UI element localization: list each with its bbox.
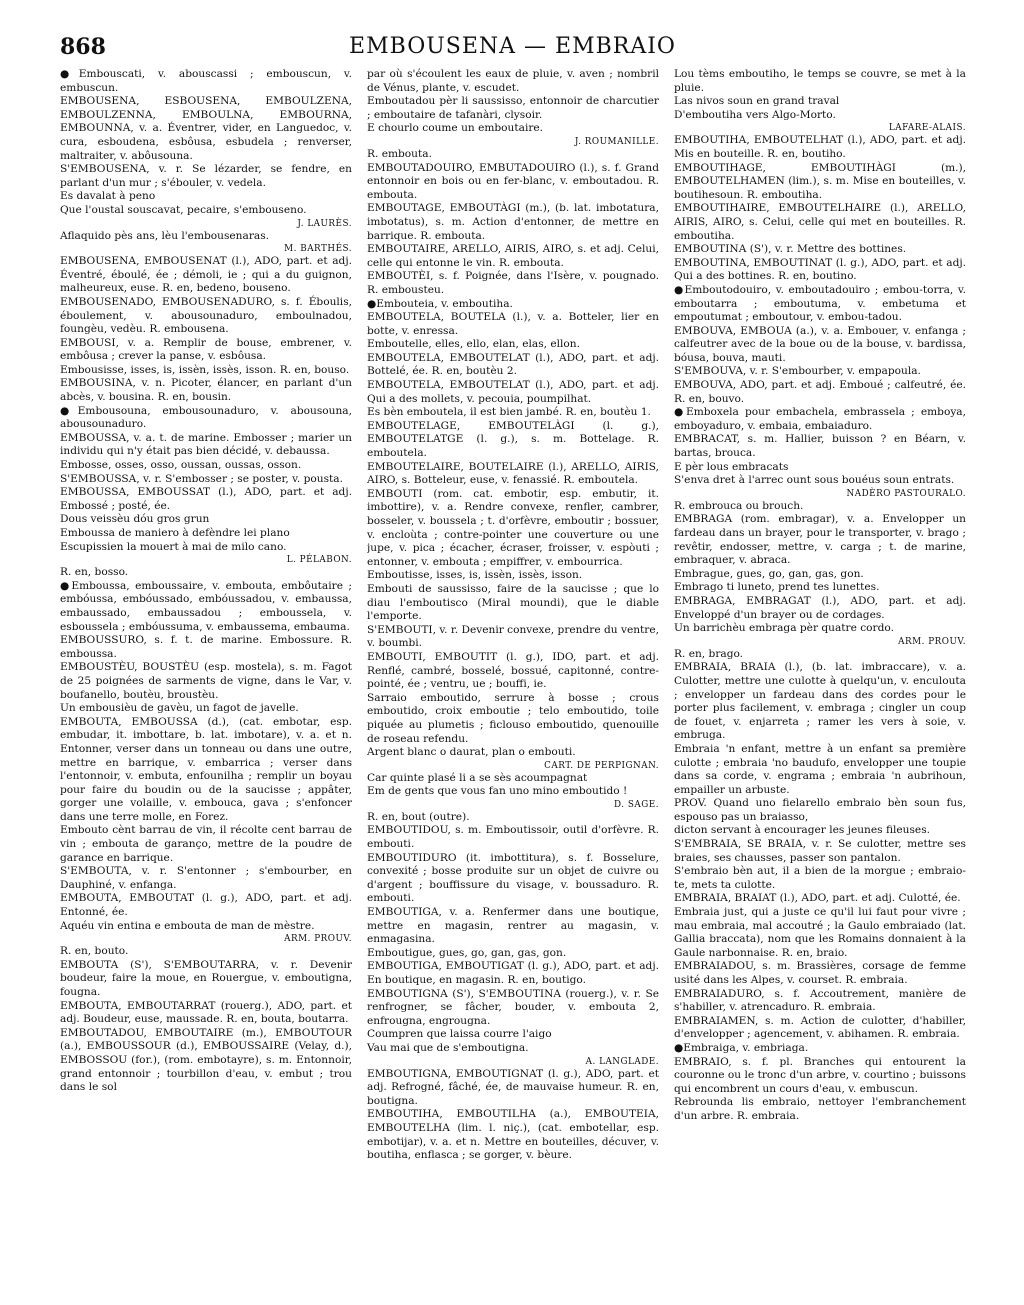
dictionary-entry: EMBOUTIGA, v. a. Renfermer dans une boutique, mettre en magasin, rentrer au magasin, v. enmagasina. (367, 906, 659, 946)
dictionary-entry: ●Emboutodouiro, v. emboutadouiro ; embou-torra, v. emboutarra ; emboutuma, v. embetuma et empoutumat ; emboutour, v. embou-tadou. (674, 283, 966, 324)
dictionary-entry: EMBOUTELA, EMBOUTELAT (l.), ADO, part. et adj. Bottelé, ée. R. en, boutèu 2. (367, 351, 659, 378)
dictionary-entry: EMBOUTADOU, EMBOUTAIRE (m.), EMBOUTOUR (a.), EMBOUSSOUR (d.), EMBOUSSAIRE (Velay, d.), EMBOSSOU (for.), (rom. embotayre), s. m. Entonnoir, grand entonnoir ; tourbillon d'eau, v. embut ; trou dans le sol (60, 1026, 352, 1094)
running-title: EMBOUSENA — EMBRAIO (349, 34, 676, 59)
dictionary-entry: Embrague, gues, go, gan, gas, gon. (674, 567, 864, 580)
dictionary-entry: LAFARE-ALAIS. (888, 123, 966, 134)
column-left (60, 68, 352, 1298)
dictionary-entry: R. embouta. (367, 147, 432, 160)
dictionary-entry: Vau mai que de s'emboutigna. (367, 1041, 529, 1054)
dictionary-entry: EMBOUSSA, EMBOUSSAT (l.), ADO, part. et adj. Embossé ; posté, ée. (60, 486, 352, 512)
dictionary-entry: Emboussa de maniero à defèndre lei plano (60, 527, 290, 539)
dictionary-entry: S'EMBOUTI, v. r. Devenir convexe, prendre du ventre, v. boumbi. (367, 623, 659, 650)
dictionary-entry: EMBRAIAMEN, s. m. Action de culotter, d'habiller, d'envelopper ; agencement, v. abihamen. R. embraia. (674, 1014, 966, 1041)
dictionary-entry: EMBOUTÈI, s. f. Poignée, dans l'Isère, v. pougnado. R. embousteu. (367, 270, 659, 296)
dictionary-entry: Embouti de saussisso, faire de la saucisse ; que lo diau l'emboutisco (Miral moundi), que le diable l'emporte. (367, 582, 659, 623)
dictionary-entry: NADÈRO PASTOURALO. (846, 488, 966, 499)
dictionary-entry: EMBRAIA, BRAIA (l.), (b. lat. imbraccare), v. a. Culotter, mettre une culotte à quelqu'un, v. enculouta ; envelopper un fardeau dans des cordes pour le porter plus facilement, v. embraga ; cingler un coup de fouet, v. enjarreta ; ramer les vers à soie, v. embruga. (674, 661, 966, 742)
dictionary-entry: EMBOUSINA, v. n. Picoter, élancer, en parlant d'un abcès, v. bousina. R. en, bousin. (60, 377, 352, 404)
dictionary-entry: ●Emboussa, emboussaire, v. embouta, embôutaire ; embóussa, embóussado, embóussadou, v. embaussa, embaussado, embaussadou ; emboussela, v. esboussela ; embóussuma, v. embaussema, embauma. (60, 579, 352, 633)
dictionary-entry: EMBOUSSURO, s. f. t. de marine. Embossure. R. emboussa. (60, 634, 352, 660)
dictionary-entry: EMBOUTADOUIRO, EMBUTADOUIRO (l.), s. f. Grand entonnoir en bois ou en fer-blanc, v. emboutadou. R. embouta. (367, 161, 659, 201)
dictionary-entry: ●Embraiga, v. embriaga. (674, 1041, 809, 1054)
dictionary-entry: ARM. PROUV. (284, 934, 352, 945)
dictionary-entry: L. PÉLABON. (286, 555, 352, 566)
dictionary-entry: S'EMBOUVA, v. r. S'embourber, v. empapoula. (674, 365, 921, 378)
dictionary-entry: D. SAGE. (614, 799, 659, 810)
dictionary-entry: EMBOUSENA, EMBOUSENAT (l.), ADO, part. et adj. Éventré, éboulé, ée ; démoli, ie ; qui a du guignon, malheureux, euse. R. en, bedeno, bouseno. (60, 255, 352, 295)
dictionary-entry: Embouto cènt barrau de vin, il récolte cent barrau de vin ; embouta de garanço, mettre de la poudre de garance en barrique. (60, 824, 352, 864)
column-right (674, 68, 966, 1298)
dictionary-entry: EMBOUTIHA, EMBOUTILHA (a.), EMBOUTEIA, EMBOUTELHA (lim. l. niç.), (cat. embotellar, esp. embotijar), v. a. et n. Mettre en bouteilles, décuver, v. boutiha, enflasca ; se gorger, v. bèure. (367, 1108, 659, 1162)
dictionary-entry: R. en, bouto. (60, 945, 129, 958)
dictionary-entry: Embousisse, isses, is, issèn, issès, isson. R. en, bouso. (60, 363, 350, 376)
dictionary-entry: Dous veissèu dóu gros grun (60, 513, 210, 526)
dictionary-entry: EMBOUSTÈU, BOUSTÈU (esp. mostela), s. m. Fagot de 25 poignées de sarments de vigne, dans le Var, v. boufanello, boutèu, broustèu. (60, 661, 352, 701)
dictionary-entry: CART. DE PERPIGNAN. (544, 760, 659, 771)
dictionary-entry: EMBRAIADURO, s. f. Accoutrement, manière de s'habiller, v. atrencaduro. R. embraia. (674, 987, 966, 1014)
dictionary-entry: EMBOUTA, EMBOUSSA (d.), (cat. embotar, esp. embudar, it. imbottare, b. lat. imbotare), v. a. et n. Entonner, verser dans un tonneau ou dans une outre, mettre en barrique, v. embarrica ; verser dans l'entonnoir, v. embuta, enfounilha ; remplir un boyau pour faire du boudin ou de la saucisse ; appâter, gorger une volaille, v. embouca, gava ; s'enfoncer dans une terre molle, en Forez. (60, 715, 352, 823)
dictionary-entry: EMBOUTIDURO (it. imbottitura), s. f. Bosselure, convexité ; bosse produite sur un objet de cuivre ou d'argent ; bouffissure du visage, v. boussaduro. R. embouti. (367, 851, 659, 905)
dictionary-entry: EMBOUTIGNA (S'), S'EMBOUTINA (rouerg.), v. r. Se renfrogner, se fâcher, bouder, v. embouta 2, enfrougna, engrougna. (367, 987, 659, 1027)
dictionary-entry: PROV. Quand uno fielarello embraio bèn soun fus, espouso pas un braiasso, (674, 797, 966, 823)
dictionary-entry: Sarraio emboutido, serrure à bosse ; crous emboutido, croix emboutie ; telo emboutido, toile piquée au plumetis ; ficlouso emboutido, quenouille de roseau refendu. (367, 691, 659, 745)
dictionary-entry: S'embraio bèn aut, il a bien de la morgue ; embraio-te, mets ta culotte. (674, 865, 966, 891)
dictionary-entry: Embraia 'n enfant, mettre à un enfant sa première culotte ; embraia 'no baudufo, envelopper une toupie dans sa corde, v. engrama ; embraia 'n aubrihoun, empailler un arbuste. (674, 742, 966, 796)
dictionary-entry: Embosse, osses, osso, oussan, oussas, osson. (60, 459, 302, 472)
dictionary-entry: ●Embouscati, v. abouscassi ; embouscun, v. embuscun. (60, 68, 352, 94)
dictionary-entry: Emboutadou pèr li saussisso, entonnoir de charcutier ; emboutaire de tafanàri, clysoir. (367, 95, 659, 121)
dictionary-entry: EMBOUTI (rom. cat. embotir, esp. embutir, it. imbottire), v. a. Rendre convexe, renfler, cambrer, bosseler, v. boussela ; t. d'orfèvre, emboutir ; bossuer, v. encloùta ; contre-pointer une couverture ou une jupe, v. pica ; écacher, écraser, froisser, v. espòuti ; entonner, v. embouta ; empiffrer, v. embourrica. (367, 487, 659, 568)
dictionary-entry: EMBOUTAGE, EMBOUTÀGI (m.), (b. lat. imbotatura, imbotatus), s. m. Action d'entonner, de mettre en barrique. R. embouta. (367, 202, 659, 242)
dictionary-entry: Aflaquido pès ans, lèu l'embousenaras. (60, 229, 270, 242)
dictionary-entry: A. LANGLADE. (585, 1056, 659, 1067)
dictionary-entry: S'EMBOUSSA, v. r. S'embosser ; se poster, v. pousta. (60, 472, 343, 485)
dictionary-entry: Car quinte plasé li a se sès acoumpagnat (367, 771, 588, 784)
dictionary-entry: Lou tèms emboutiho, le temps se couvre, se met à la pluie. (674, 68, 966, 94)
dictionary-entry: Emboutelle, elles, ello, elan, elas, ellon. (367, 338, 581, 351)
dictionary-entry: E pèr lous embracats (674, 460, 789, 473)
dictionary-entry: EMBOUSSA, v. a. t. de marine. Embosser ; marier un individu qui n'y était pas bien décidé, v. debaussa. (60, 431, 352, 458)
dictionary-entry: E chourlo coume un emboutaire. (367, 122, 544, 135)
dictionary-entry: EMBRACAT, s. m. Hallier, buisson ? en Béarn, v. bartas, brouca. (674, 433, 966, 460)
dictionary-entry: R. en, brago. (674, 647, 744, 660)
dictionary-entry: EMBOUTELAIRE, BOUTELAIRE (l.), ARELLO, AIRIS, AIRO, s. Botteleur, euse, v. fenassié. R. emboutela. (367, 460, 659, 487)
dictionary-entry: ARM. PROUV. (898, 636, 966, 647)
dictionary-entry: R. en, bosso. (60, 566, 129, 579)
dictionary-entry: EMBOUTIDOU, s. m. Emboutissoir, outil d'orfèvre. R. embouti. (367, 824, 659, 851)
dictionary-entry: S'enva dret à l'arrec ount sous bouéus soun entrats. (674, 474, 955, 487)
dictionary-entry: J. ROUMANILLE. (574, 136, 659, 147)
dictionary-entry: ●Embousouna, embousounaduro, v. abousouna, abousounaduro. (60, 404, 352, 431)
dictionary-entry: Emboutisse, isses, is, issèn, issès, isson. (367, 569, 583, 582)
dictionary-entry: D'emboutiha vers Algo-Morto. (674, 108, 836, 121)
dictionary-entry: EMBOUTIGA, EMBOUTIGAT (l. g.), ADO, part. et adj. En boutique, en magasin. R. en, boutigo. (367, 960, 659, 986)
dictionary-entry: EMBRAGA (rom. embragar), v. a. Envelopper un fardeau dans un brayer, pour le transporter, v. brago ; revêtir, endosser, mettre, v. carga ; t. de marine, embraquer, v. abraca. (674, 513, 966, 567)
dictionary-entry: R. embrouca ou brouch. (674, 499, 804, 512)
dictionary-entry: EMBOUTINA (S'), v. r. Mettre des bottines. (674, 243, 907, 256)
dictionary-entry: EMBOUSENADO, EMBOUSENADURO, s. f. Éboulis, éboulement, v. abousounaduro, emboulnadou, foungèu, vedèu. R. embousena. (60, 295, 352, 336)
dictionary-entry: S'EMBOUSENA, v. r. Se lézarder, se fendre, en parlant d'un mur ; s'ébouler, v. vedela. (60, 163, 352, 189)
dictionary-entry: Embraia just, qui a juste ce qu'il lui faut pour vivre ; mau embraia, mal accoutré ; la Gaulo embraiado (lat. Gallia braccata), nom que les Romains donnaient à la Gaule narbonnaise. R. en, braio. (674, 906, 966, 959)
dictionary-entry: Escupissien la mouert à mai de milo cano. (60, 540, 287, 553)
dictionary-entry: S'EMBOUTA, v. r. S'entonner ; s'embourber, en Dauphiné, v. enfanga. (60, 865, 352, 891)
dictionary-entry: Embrago ti luneto, prend tes lunettes. (674, 581, 880, 594)
dictionary-entry: J. LAURÈS. (297, 218, 352, 229)
dictionary-entry: Em de gents que vous fan uno mino emboutido ! (367, 785, 628, 798)
dictionary-entry: EMBRAIA, BRAIAT (l.), ADO, part. et adj. Culotté, ée. (674, 892, 961, 905)
dictionary-entry: EMBOUTIHA, EMBOUTELHAT (l.), ADO, part. et adj. Mis en bouteille. R. en, boutiho. (674, 134, 966, 160)
dictionary-entry: Un barrichèu embraga pèr quatre cordo. (674, 622, 894, 635)
dictionary-entry: ●Embouteia, v. emboutiha. (367, 297, 513, 310)
dictionary-entry: Es davalat à peno (60, 190, 156, 203)
dictionary-entry: EMBRAIO, s. f. pl. Branches qui entourent la couronne ou le tronc d'un arbre, v. courtino ; buissons qui encombrent un cours d'eau, v. embuscun. (674, 1055, 966, 1095)
dictionary-entry: EMBOUTELA, EMBOUTELAT (l.), ADO, part. et adj. Qui a des mollets, v. pecouia, poumpilhat. (367, 379, 659, 405)
dictionary-entry: M. BARTHÉS. (284, 244, 352, 255)
dictionary-entry: Argent blanc o daurat, plan o embouti. (367, 746, 576, 759)
dictionary-entry: Un embousièu de gavèu, un fagot de javelle. (60, 702, 299, 715)
dictionary-entry: EMBOUTA, EMBOUTAT (l. g.), ADO, part. et adj. Entonné, ée. (60, 892, 352, 919)
dictionary-entry: R. en, bout (outre). (367, 810, 470, 823)
dictionary-entry: Aquéu vin entina e embouta de man de mèstre. (60, 919, 315, 932)
dictionary-entry: EMBOUTAIRE, ARELLO, AIRIS, AIRO, s. et adj. Celui, celle qui entonne le vin. R. embouta. (367, 243, 659, 269)
dictionary-entry: Rebrounda lis embraio, nettoyer l'embranchement d'un arbre. R. embraia. (674, 1096, 966, 1122)
dictionary-entry: par où s'écoulent les eaux de pluie, v. aven ; nombril de Vénus, plante, v. escudet. (367, 68, 659, 94)
dictionary-entry: EMBRAIADOU, s. m. Brassières, corsage de femme usité dans les Alpes, v. courset. R. embraia. (674, 960, 966, 986)
dictionary-entry: EMBOUTIGNA, EMBOUTIGNAT (l. g.), ADO, part. et adj. Refrogné, fâché, ée, de mauvaise humeur. R. en, boutigna. (367, 1067, 659, 1107)
dictionary-entry: S'EMBRAIA, SE BRAIA, v. r. Se culotter, mettre ses braies, ses chausses, passer son pantalon. (674, 838, 966, 864)
dictionary-entry: EMBOUSI, v. a. Remplir de bouse, embrener, v. embôusa ; crever la panse, v. esbôusa. (60, 336, 352, 363)
column-middle (367, 68, 659, 1298)
dictionary-entry: EMBOUTINA, EMBOUTINAT (l. g.), ADO, part. et adj. Qui a des bottines. R. en, boutino. (674, 256, 966, 283)
dictionary-entry: EMBOUTIHAIRE, EMBOUTELHAIRE (l.), ARELLO, AIRIS, AIRO, s. Celui, celle qui met en bouteilles. R. emboutiha. (674, 202, 966, 242)
dictionary-entry: EMBOUTELAGE, EMBOUTELÀGI (l. g.), EMBOUTELATGE (l. g.), s. m. Bottelage. R. emboutela. (367, 419, 659, 460)
dictionary-entry: EMBOUTA, EMBOUTARRAT (rouerg.), ADO, part. et adj. Boudeur, euse, maussade. R. en, bouta, boutarra. (60, 999, 352, 1026)
dictionary-entry: ●Emboxela pour embachela, embrassela ; emboya, emboyaduro, v. embaia, embaiaduro. (674, 406, 966, 432)
dictionary-entry: EMBOUSENA, ESBOUSENA, EMBOULZENA, EMBOULZENNA, EMBOULNA, EMBOURNA, EMBOUNNA, v. a. Éventrer, vider, en Languedoc, v. cura, esboudena, esbôusa, esbudela ; renverser, maltraiter, v. abôusouna. (60, 95, 352, 162)
dictionary-entry: Las nivos soun en grand traval (674, 95, 840, 108)
dictionary-entry: EMBOUVA, ADO, part. et adj. Emboué ; calfeutré, ée. R. en, bouvo. (674, 379, 966, 405)
dictionary-entry: Que l'oustal souscavat, pecaire, s'embouseno. (60, 203, 307, 216)
dictionary-entry: EMBRAGA, EMBRAGAT (l.), ADO, part. et adj. Enveloppé d'un brayer ou de cordages. (674, 594, 966, 621)
dictionary-entry: EMBOUTI, EMBOUTIT (l. g.), IDO, part. et adj. Renflé, cambré, bosselé, bossué, capitonné, contre-pointé, ée ; ventru, ue ; bouffi, ie. (367, 650, 659, 691)
dictionary-entry: dicton servant à encourager les jeunes fileuses. (674, 824, 931, 837)
dictionary-entry: EMBOUVA, EMBOUA (a.), v. a. Embouer, v. enfanga ; calfeutrer avec de la boue ou de la bouse, v. bardissa, bóusa, bouva, mauti. (674, 324, 966, 364)
dictionary-entry: EMBOUTA (S'), S'EMBOUTARRA, v. r. Devenir boudeur, faire la moue, en Rouergue, v. emboutigna, fougna. (60, 958, 352, 998)
dictionary-entry: Coumpren que laissa courre l'aigo (367, 1028, 552, 1041)
dictionary-entry: Es bèn emboutela, il est bien jambé. R. en, boutèu 1. (367, 406, 651, 419)
dictionary-entry: EMBOUTELA, BOUTELA (l.), v. a. Botteler, lier en botte, v. enressa. (367, 311, 659, 337)
page-number: 868 (60, 34, 106, 60)
dictionary-entry: EMBOUTIHAGE, EMBOUTIHÀGI (m.), EMBOUTELHAMEN (lim.), s. m. Mise en bouteilles, v. boutihesoun. R. emboutiha. (674, 161, 966, 201)
dictionary-entry: Emboutigue, gues, go, gan, gas, gon. (367, 946, 567, 959)
